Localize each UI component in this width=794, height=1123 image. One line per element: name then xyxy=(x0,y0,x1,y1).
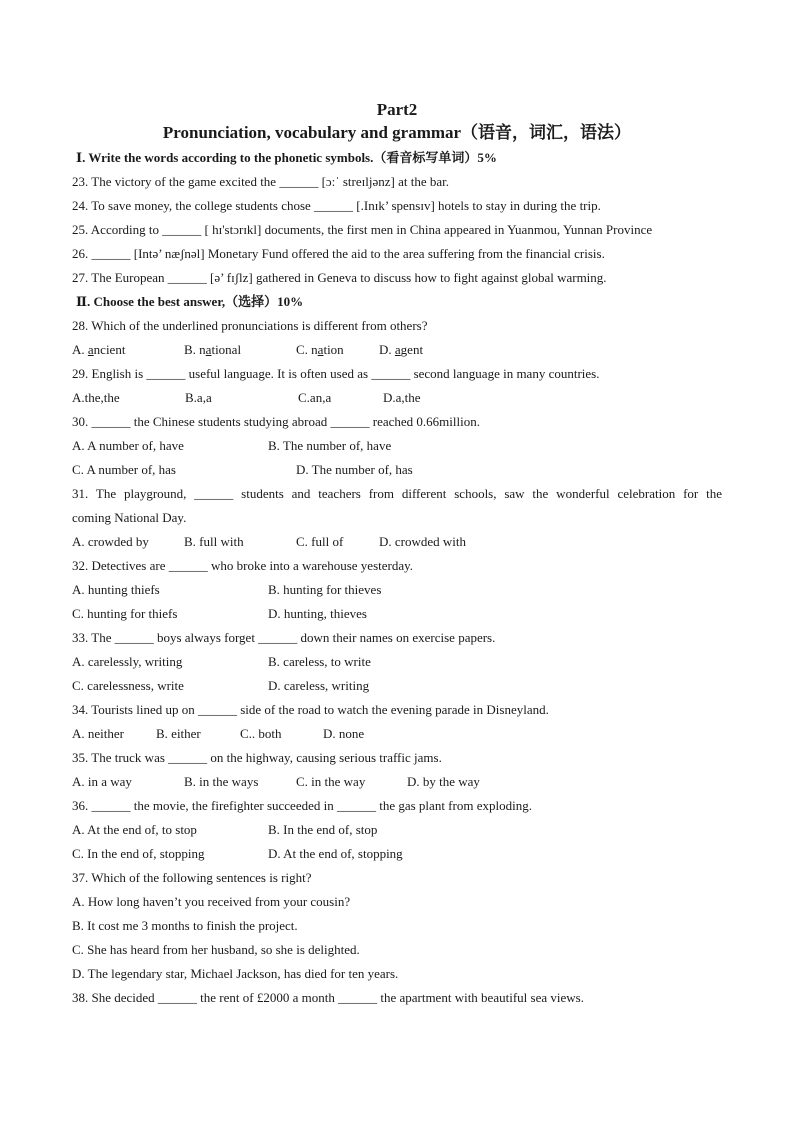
option-c: C. carelessness, write xyxy=(72,678,184,693)
underlined-letter: a xyxy=(317,342,324,357)
option-c: C. in the way xyxy=(296,774,366,789)
option-d: D. agent xyxy=(379,342,424,357)
option-c: C. In the end of, stopping xyxy=(72,846,205,861)
option-d: D. The number of, has xyxy=(296,462,413,477)
section-main-title: Pronunciation, vocabulary and grammar（语音，词汇，语法） xyxy=(162,123,632,142)
part-title: Part2 xyxy=(376,100,418,119)
option-a: A. neither xyxy=(72,726,124,741)
question-31: 31. The playground, ______ students and teachers from different schools, saw the wonderful celebration for the xyxy=(72,486,722,501)
question-37-option-c: C. She has heard from her husband, so she is delighted. xyxy=(72,942,360,957)
option-b: B. In the end of, stop xyxy=(268,822,378,837)
question-37-option-b: B. It cost me 3 months to finish the project. xyxy=(72,918,298,933)
option-c: C. nation xyxy=(296,342,344,357)
option-b: B. either xyxy=(156,726,201,741)
option-b: B. careless, to write xyxy=(268,654,371,669)
option-d: D. At the end of, stopping xyxy=(268,846,403,861)
question-33: 33. The ______ boys always forget ______ down their names on exercise papers. xyxy=(72,630,496,645)
option-b: B. in the ways xyxy=(184,774,259,789)
option-a: A. At the end of, to stop xyxy=(72,822,197,837)
underlined-letter: a xyxy=(205,342,212,357)
question-32: 32. Detectives are ______ who broke into a warehouse yesterday. xyxy=(72,558,414,573)
option-b: B. full with xyxy=(184,534,244,549)
question-37-option-a: A. How long haven’t you received from your cousin? xyxy=(72,894,351,909)
question-36: 36. ______ the movie, the firefighter succeeded in ______ the gas plant from exploding. xyxy=(72,798,532,813)
question-26: 26. ______ [Intə’ næʃnəl] Monetary Fund offered the aid to the area suffering from the financial crisis. xyxy=(72,246,605,261)
option-d: D. crowded with xyxy=(379,534,467,549)
option-d: D. careless, writing xyxy=(268,678,370,693)
option-d: D. by the way xyxy=(407,774,480,789)
option-c: C. hunting for thiefs xyxy=(72,606,178,621)
question-27: 27. The European ______ [ə’ fɪʃlz] gathered in Geneva to discuss how to fight against global warming. xyxy=(72,270,607,285)
question-24: 24. To save money, the college students chose ______ [.Inɪk’ spensɪv] hotels to stay in during the trip. xyxy=(72,198,601,213)
underlined-letter: a xyxy=(87,342,94,357)
question-25: 25. According to ______ [ hɪ'stɔrɪkl] documents, the first men in China appeared in Yuanmou, Yunnan Province xyxy=(72,222,653,237)
option-a: A. ancient xyxy=(72,342,126,357)
option-c: C. A number of, has xyxy=(72,462,176,477)
option-d: D.a,the xyxy=(383,390,421,405)
option-b: B. hunting for thieves xyxy=(268,582,382,597)
question-23: 23. The victory of the game excited the ______ [ɔ:ˈ streɪljənz] at the bar. xyxy=(72,174,449,189)
option-c: C. full of xyxy=(296,534,344,549)
option-c: C.an,a xyxy=(298,390,332,405)
question-31-continued: coming National Day. xyxy=(72,510,187,525)
question-34: 34. Tourists lined up on ______ side of the road to watch the evening parade in Disneyland. xyxy=(72,702,549,717)
question-30: 30. ______ the Chinese students studying abroad ______ reached 0.66million. xyxy=(72,414,480,429)
option-a: A. crowded by xyxy=(72,534,149,549)
option-b: B.a,a xyxy=(185,390,212,405)
option-a: A. carelessly, writing xyxy=(72,654,183,669)
option-a: A. in a way xyxy=(72,774,132,789)
question-29: 29. English is ______ useful language. It is often used as ______ second language in many countries. xyxy=(72,366,600,381)
option-a: A.the,the xyxy=(72,390,120,405)
option-a: A. hunting thiefs xyxy=(72,582,160,597)
section1-heading: Ⅰ. Write the words according to the phonetic symbols.（看音标写单词）5% xyxy=(76,150,497,165)
option-a: A. A number of, have xyxy=(72,438,184,453)
question-38: 38. She decided ______ the rent of £2000 a month ______ the apartment with beautiful sea views. xyxy=(72,990,584,1005)
option-b: B. national xyxy=(184,342,242,357)
option-b: B. The number of, have xyxy=(268,438,392,453)
question-35: 35. The truck was ______ on the highway, causing serious traffic jams. xyxy=(72,750,442,765)
question-37-option-d: D. The legendary star, Michael Jackson, has died for ten years. xyxy=(72,966,399,981)
question-37: 37. Which of the following sentences is right? xyxy=(72,870,312,885)
question-28: 28. Which of the underlined pronunciations is different from others? xyxy=(72,318,428,333)
option-d: D. hunting, thieves xyxy=(268,606,367,621)
underlined-letter: a xyxy=(394,342,401,357)
section2-heading: Ⅱ. Choose the best answer,（选择）10% xyxy=(76,294,304,309)
option-c: C.. both xyxy=(240,726,282,741)
option-d: D. none xyxy=(323,726,365,741)
